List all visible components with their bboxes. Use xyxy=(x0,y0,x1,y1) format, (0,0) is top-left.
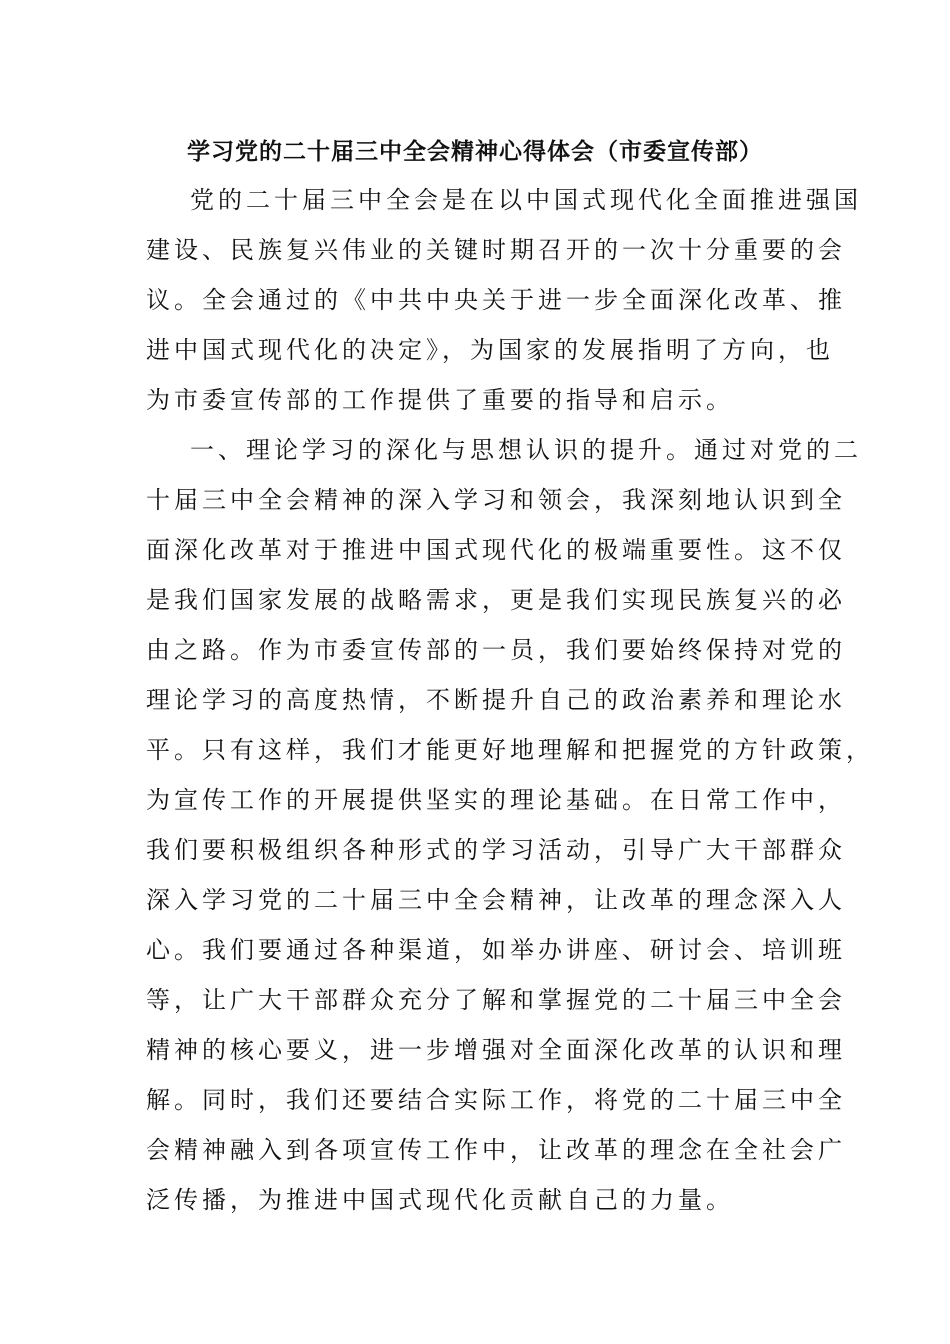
paragraph-1-line-3: 议。全会通过的《中共中央关于进一步全面深化改革、推 xyxy=(146,286,846,314)
paragraph-2-line-8: 为宣传工作的开展提供坚实的理论基础。在日常工作中， xyxy=(146,786,846,814)
paragraph-2-line-11: 心。我们要通过各种渠道，如举办讲座、研讨会、培训班 xyxy=(146,936,846,964)
paragraph-2-line-9: 我们要积极组织各种形式的学习活动，引导广大干部群众 xyxy=(146,836,846,864)
paragraph-1-line-2: 建设、民族复兴伟业的关键时期召开的一次十分重要的会 xyxy=(146,236,846,264)
document-title: 学习党的二十届三中全会精神心得体会（市委宣传部） xyxy=(187,138,763,165)
paragraph-2-line-16: 泛传播，为推进中国式现代化贡献自己的力量。 xyxy=(146,1186,734,1214)
paragraph-2-line-7: 平。只有这样，我们才能更好地理解和把握党的方针政策， xyxy=(146,736,874,764)
paragraph-2-line-13: 精神的核心要义，进一步增强对全面深化改革的认识和理 xyxy=(146,1036,846,1064)
paragraph-1-line-4: 进中国式现代化的决定》，为国家的发展指明了方向，也 xyxy=(146,336,834,364)
paragraph-2-line-6: 理论学习的高度热情，不断提升自己的政治素养和理论水 xyxy=(146,686,846,714)
paragraph-2-line-5: 由之路。作为市委宣传部的一员，我们要始终保持对党的 xyxy=(146,636,846,664)
paragraph-2-line-3: 面深化改革对于推进中国式现代化的极端重要性。这不仅 xyxy=(146,536,846,564)
paragraph-1-line-1: 党的二十届三中全会是在以中国式现代化全面推进强国 xyxy=(190,186,862,214)
paragraph-1-line-5: 为市委宣传部的工作提供了重要的指导和启示。 xyxy=(146,386,734,414)
paragraph-2-line-12: 等，让广大干部群众充分了解和掌握党的二十届三中全会 xyxy=(146,986,846,1014)
paragraph-2-line-14: 解。同时，我们还要结合实际工作，将党的二十届三中全 xyxy=(146,1086,846,1114)
paragraph-2-line-4: 是我们国家发展的战略需求，更是我们实现民族复兴的必 xyxy=(146,586,846,614)
paragraph-2-line-15: 会精神融入到各项宣传工作中，让改革的理念在全社会广 xyxy=(146,1136,846,1164)
paragraph-2-line-1: 一、理论学习的深化与思想认识的提升。通过对党的二 xyxy=(190,436,862,464)
paragraph-2-line-2: 十届三中全会精神的深入学习和领会，我深刻地认识到全 xyxy=(146,486,846,514)
paragraph-2-line-10: 深入学习党的二十届三中全会精神，让改革的理念深入人 xyxy=(146,886,846,914)
